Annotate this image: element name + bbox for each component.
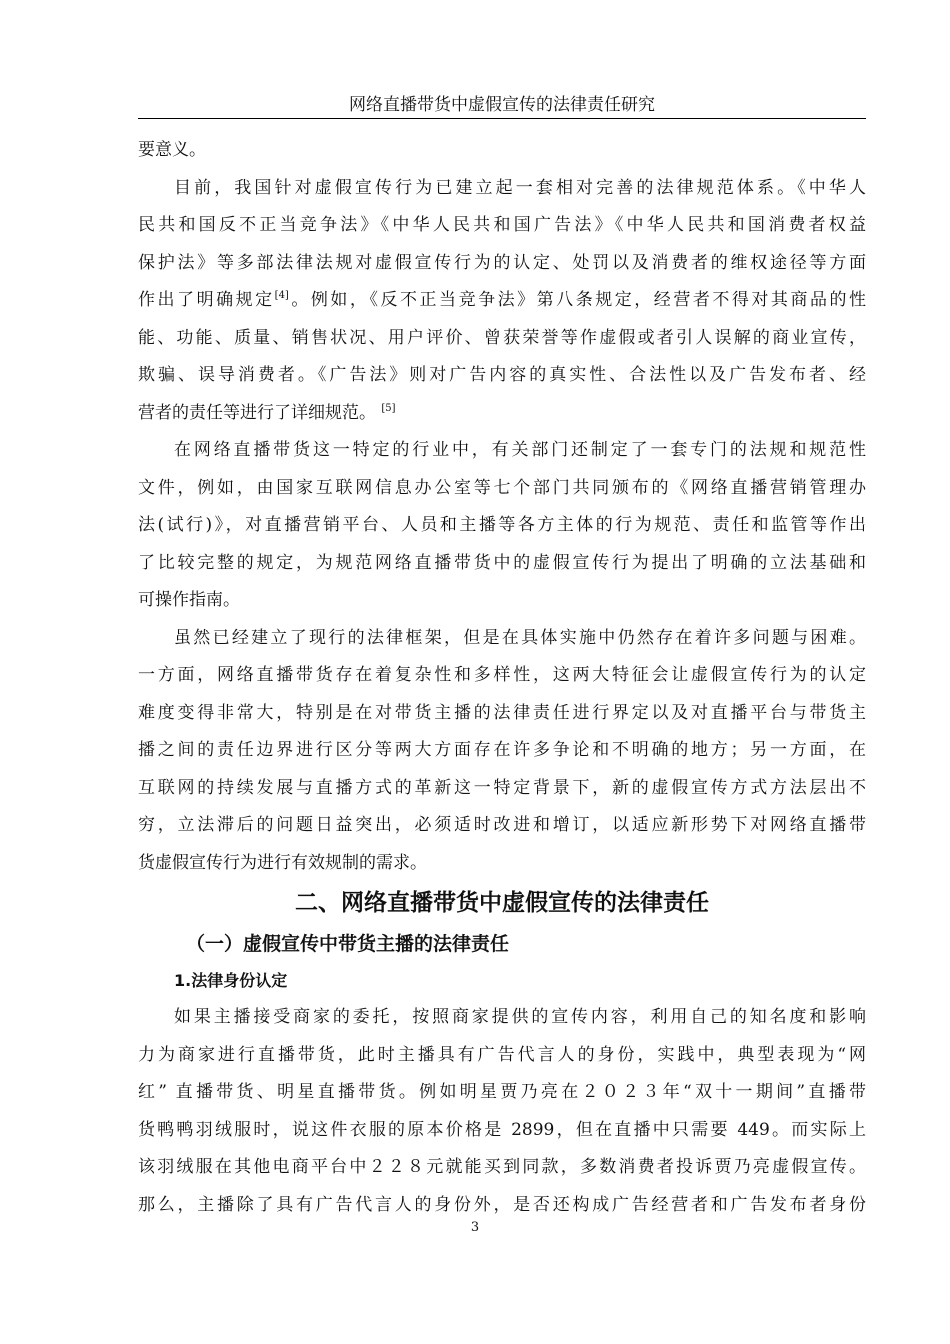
paragraph-line: 在网络直播带货这一特定的行业中，有关部门还制定了一套专门的法规和规范性 bbox=[174, 440, 866, 460]
paragraph-line: 要意义。 bbox=[138, 140, 206, 160]
paragraph-line: 欺骗、误导消费者。《广告法》则对广告内容的真实性、合法性以及广告发布者、经 bbox=[138, 365, 866, 385]
paragraph-line bbox=[138, 282, 866, 320]
paragraph-line: 互联网的持续发展与直播方式的革新这一特定背景下，新的虚假宣传方式方法层出不 bbox=[138, 777, 866, 798]
paragraph-line: 一方面，网络直播带货存在着复杂性和多样性，这两大特征会让虚假宣传行为的认定 bbox=[138, 665, 866, 685]
paragraph-line: 虽然已经建立了现行的法律框架，但是在具体实施中仍然存在着许多问题与困难。 bbox=[174, 627, 866, 648]
paragraph-line: 了比较完整的规定，为规范网络直播带货中的虚假宣传行为提出了明确的立法基础和 bbox=[138, 552, 866, 573]
paragraph-line: 播之间的责任边界进行区分等两大方面存在许多争论和不明确的地方；另一方面，在 bbox=[138, 740, 866, 760]
text-segment: 。例如，《反不正当竞争法》第八条规定，经营者不得对其商品的性 bbox=[288, 290, 866, 310]
paragraph-line: 难度变得非常大，特别是在对带货主播的法律责任进行界定以及对直播平台与带货主 bbox=[138, 702, 866, 723]
paragraph-line: 该羽绒服在其他电商平台中２２８元就能买到同款，多数消费者投诉贾乃亮虚假宣传。 bbox=[138, 1157, 866, 1177]
paragraph-line: 货虚假宣传行为进行有效规制的需求。 bbox=[138, 852, 427, 873]
paragraph-line: 货鸭鸭羽绒服时，说这件衣服的原本价格是 2899，但在直播中只需要 449。而实际上 bbox=[138, 1119, 866, 1140]
document-body bbox=[138, 132, 866, 1224]
subsection-heading: （一）虚假宣传中带货主播的法律责任 bbox=[186, 933, 510, 955]
paragraph-line: 保护法》等多部法律法规对虚假宣传行为的认定、处罚以及消费者的维权途径等方面 bbox=[138, 252, 866, 273]
text-segment: 营者的责任等进行了详细规范。 bbox=[138, 402, 376, 423]
citation-ref: [5] bbox=[381, 402, 396, 414]
paragraph-line: 力为商家进行直播带货，此时主播具有广告代言人的身份，实践中，典型表现为“网 bbox=[138, 1044, 866, 1065]
paragraph-line: 那么，主播除了具有广告代言人的身份外，是否还构成广告经营者和广告发布者身份 bbox=[138, 1194, 866, 1215]
page-number: 3 bbox=[470, 1220, 480, 1235]
paragraph-line: 可操作指南。 bbox=[138, 590, 240, 610]
paragraph-line: 能、功能、质量、销售状况、用户评价、曾获荣誉等作虚假或者引人误解的商业宣传， bbox=[138, 327, 866, 348]
paragraph-line bbox=[138, 395, 866, 433]
paragraph-line: 红” 直播带货、明星直播带货。例如明星贾乃亮在２０２３年“双十一期间”直播带 bbox=[138, 1082, 866, 1102]
paragraph-line: 如果主播接受商家的委托，按照商家提供的宣传内容，利用自己的知名度和影响 bbox=[174, 1007, 866, 1027]
paragraph-line: 民共和国反不正当竞争法》《中华人民共和国广告法》《中华人民共和国消费者权益 bbox=[138, 215, 866, 235]
text-segment: 作出了明确规定 bbox=[138, 290, 275, 310]
paragraph-line: 文件，例如，由国家互联网信息办公室等七个部门共同颁布的《网络直播营销管理办 bbox=[138, 477, 866, 498]
subsubsection-heading: 1.法律身份认定 bbox=[174, 971, 288, 990]
section-heading: 二、网络直播带货中虚假宣传的法律责任 bbox=[295, 890, 709, 916]
paragraph-line: 法(试行)》，对直播营销平台、人员和主播等各方主体的行为规范、责任和监管等作出 bbox=[138, 515, 866, 535]
paragraph-line: 目前，我国针对虚假宣传行为已建立起一套相对完善的法律规范体系。《中华人 bbox=[174, 177, 866, 198]
running-header: 网络直播带货中虚假宣传的法律责任研究 bbox=[138, 92, 866, 119]
paragraph-line: 穷，立法滞后的问题日益突出，必须适时改进和增订，以适应新形势下对网络直播带 bbox=[138, 815, 866, 835]
citation-ref: [4] bbox=[274, 290, 289, 301]
